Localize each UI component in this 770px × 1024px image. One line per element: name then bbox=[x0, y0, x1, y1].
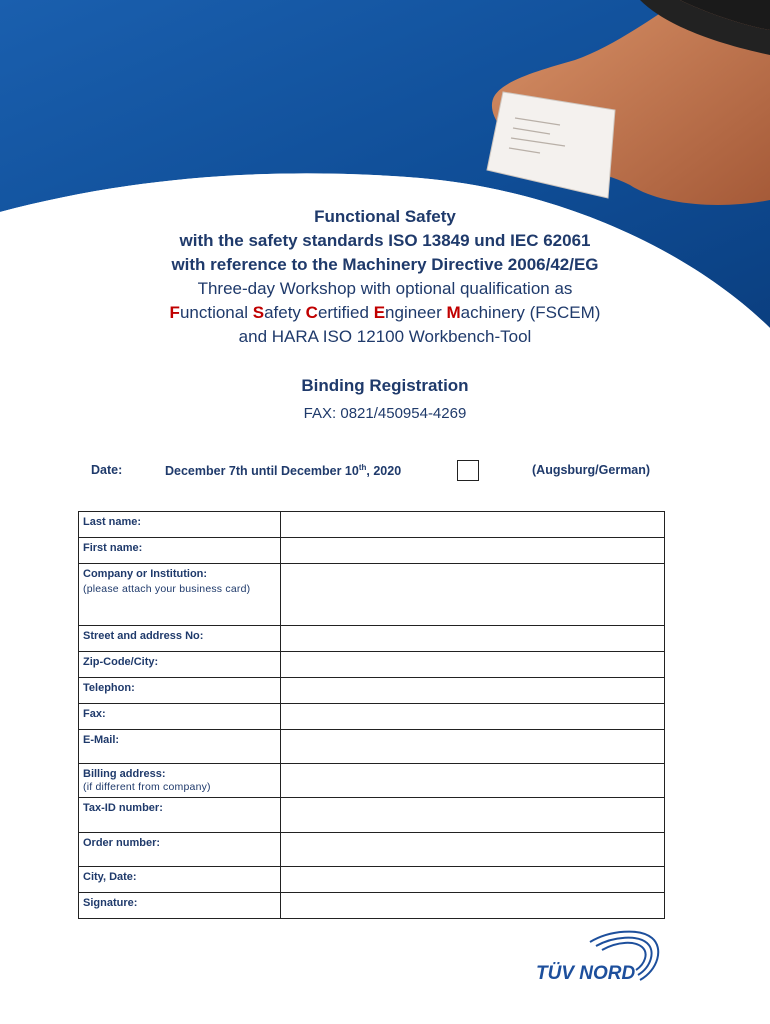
title-line-1: Functional Safety bbox=[314, 207, 456, 226]
company-note: (please attach your business card) bbox=[83, 583, 251, 595]
form-row bbox=[79, 626, 665, 652]
first-name-label: First name: bbox=[79, 538, 281, 564]
title-block bbox=[0, 205, 770, 349]
company-cell bbox=[280, 564, 664, 626]
form-row bbox=[79, 538, 665, 564]
fax-label: Fax: bbox=[79, 704, 281, 730]
title-line-4: Three-day Workshop with optional qualification as bbox=[197, 279, 573, 298]
zip-city-field[interactable] bbox=[281, 652, 664, 666]
fscem-initial: E bbox=[373, 303, 386, 322]
title-line-3: with reference to the Machinery Directive 2006/42/EG bbox=[171, 255, 599, 274]
date-checkbox[interactable] bbox=[457, 460, 479, 481]
date-label: Date: bbox=[91, 463, 123, 477]
telephone-field[interactable] bbox=[281, 678, 664, 692]
tuv-nord-logo bbox=[530, 928, 670, 986]
company-label: Company or Institution: (please attach your business card) bbox=[79, 564, 281, 626]
street-label: Street and address No: bbox=[79, 626, 281, 652]
order-number-cell bbox=[280, 833, 664, 867]
fax-field[interactable] bbox=[281, 704, 664, 718]
billing-address-cell bbox=[280, 764, 664, 798]
tax-id-label: Tax-ID number: bbox=[79, 798, 281, 833]
form-row bbox=[79, 512, 665, 538]
registration-heading: Binding Registration bbox=[301, 376, 469, 395]
city-date-field[interactable] bbox=[281, 867, 664, 881]
signature-label: Signature: bbox=[79, 893, 281, 919]
fscem-part: afety bbox=[264, 303, 306, 322]
fscem-initial: M bbox=[446, 303, 461, 322]
form-row bbox=[79, 833, 665, 867]
date-value-sup: th bbox=[358, 463, 367, 472]
tax-id-field[interactable] bbox=[281, 798, 664, 812]
fscem-initial: C bbox=[305, 303, 318, 322]
company-field[interactable] bbox=[281, 564, 664, 592]
telephone-label: Telephon: bbox=[79, 678, 281, 704]
form-row bbox=[79, 798, 665, 833]
date-value-suffix: , 2020 bbox=[366, 464, 402, 479]
title-line-5 bbox=[0, 301, 770, 325]
order-number-label: Order number: bbox=[79, 833, 281, 867]
first-name-cell bbox=[280, 538, 664, 564]
form-row bbox=[79, 730, 665, 764]
city-date-cell bbox=[280, 867, 664, 893]
fscem-part: achinery (FSCEM) bbox=[460, 303, 601, 322]
fax-cell bbox=[280, 704, 664, 730]
first-name-field[interactable] bbox=[281, 538, 664, 552]
form-row bbox=[79, 564, 665, 626]
fscem-part: unctional bbox=[179, 303, 253, 322]
billing-note: (if different from company) bbox=[83, 781, 211, 793]
form-row bbox=[79, 893, 665, 919]
form-row bbox=[79, 652, 665, 678]
date-value bbox=[165, 463, 401, 478]
fax-number: FAX: 0821/450954-4269 bbox=[303, 405, 467, 422]
logo-text: TÜV NORD bbox=[536, 963, 636, 984]
fscem-part: ngineer bbox=[385, 303, 447, 322]
title-line-2: with the safety standards ISO 13849 und IEC 62061 bbox=[179, 231, 591, 250]
fscem-initial: F bbox=[169, 303, 180, 322]
form-row bbox=[79, 704, 665, 730]
last-name-label: Last name: bbox=[79, 512, 281, 538]
signature-cell bbox=[280, 893, 664, 919]
tax-id-cell bbox=[280, 798, 664, 833]
form-row bbox=[79, 764, 665, 798]
last-name-cell bbox=[280, 512, 664, 538]
order-number-field[interactable] bbox=[281, 833, 664, 847]
zip-city-label: Zip-Code/City: bbox=[79, 652, 281, 678]
street-cell bbox=[280, 626, 664, 652]
signature-field[interactable] bbox=[281, 893, 664, 907]
title-line-6: and HARA ISO 12100 Workbench-Tool bbox=[238, 327, 532, 346]
date-row bbox=[0, 460, 770, 484]
last-name-field[interactable] bbox=[281, 512, 664, 526]
fscem-initial: S bbox=[252, 303, 265, 322]
date-value-prefix: December 7th until December 10 bbox=[165, 464, 359, 479]
form-row bbox=[79, 678, 665, 704]
form-row bbox=[79, 867, 665, 893]
zip-city-cell bbox=[280, 652, 664, 678]
street-field[interactable] bbox=[281, 626, 664, 640]
billing-address-field[interactable] bbox=[281, 764, 664, 778]
fscem-part: ertified bbox=[317, 303, 374, 322]
email-field[interactable] bbox=[281, 730, 664, 744]
email-label: E-Mail: bbox=[79, 730, 281, 764]
email-cell bbox=[280, 730, 664, 764]
date-location: (Augsburg/German) bbox=[532, 463, 651, 477]
registration-form bbox=[78, 511, 665, 919]
city-date-label: City, Date: bbox=[79, 867, 281, 893]
telephone-cell bbox=[280, 678, 664, 704]
billing-address-label: Billing address: (if different from company) bbox=[79, 764, 281, 798]
